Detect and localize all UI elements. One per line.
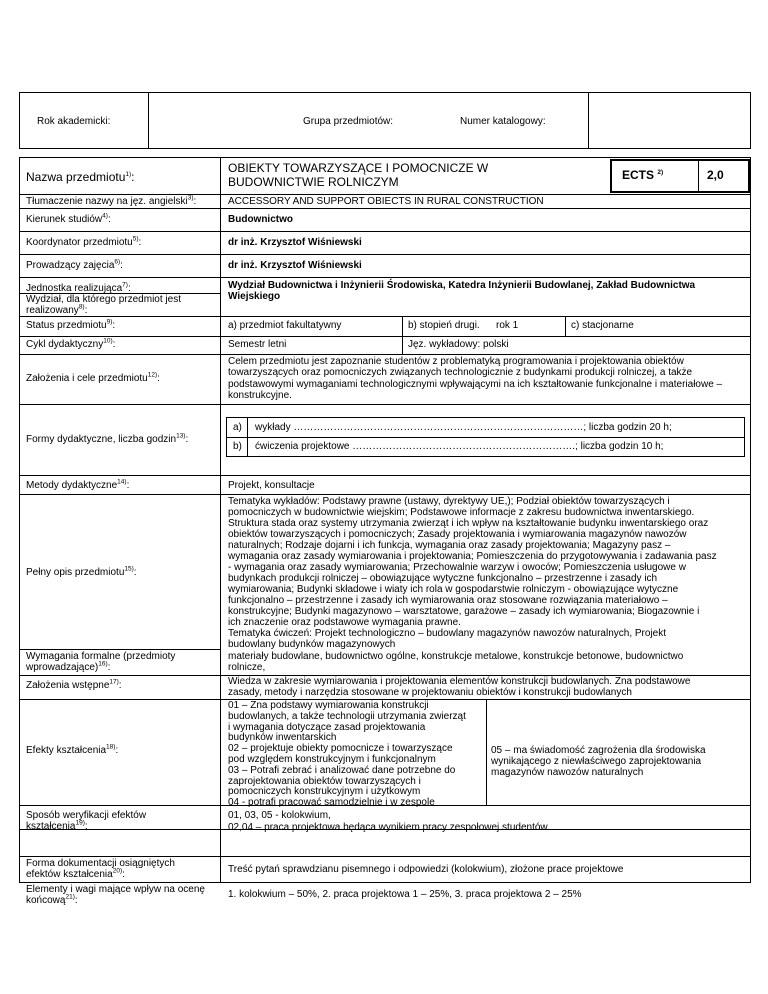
opis-lines-line: ich znaczenie oraz podstawowe wymagania prawne.	[228, 617, 461, 628]
cykl-label: Cykl dydaktyczny$^{10)}$:	[26, 337, 116, 350]
efekty-left-line: 02 – projektuje obiekty pomocnicze i towarzyszące	[228, 743, 453, 755]
zalozenia-wstepne-label: Założenia wstępne$^{17)}$:	[26, 678, 122, 691]
efekty-left-line: 04 - potrafi pracować samodzielnie i w zespole	[228, 797, 435, 809]
wymagania-label-line1: Wymagania formalne (przedmioty	[26, 651, 176, 662]
efekty-right-line: 05 – ma świadomość zagrożenia dla środowiska	[491, 745, 706, 756]
formy-label: Formy dydaktyczne, liczba godzin$^{13)}$:	[26, 432, 189, 445]
wymagania-value-line1: materiały budowlane, budownictwo ogólne, konstrukcje metalowe, konstrukcje betonowe, budownictwo	[228, 651, 684, 662]
opis-label: Pełny opis przedmiotu$^{15)}$:	[26, 565, 137, 578]
opis-lines-line: naturalnych; Rodzaje dojarni i ich funkcja, wymagania oraz zasady projektowania; Magazyny pasz –	[228, 540, 671, 551]
zalozenia-cele-label: Założenia i cele przedmiotu$^{12)}$:	[26, 371, 160, 384]
status-rodzaj: a) przedmiot fakultatywny	[228, 320, 342, 331]
opis-lines-line: wymagania oraz zasady wymiarowania i projektowania; Pomieszczenia do przygotowywania i zadawania pasz	[228, 551, 717, 562]
formy-wyklady: wykłady ……………………………………………………………………………; liczba godzin 20 h;	[255, 422, 672, 433]
opis-lines-line: budowlany budynków magazynowych	[228, 639, 396, 650]
elementy-label-line2: końcową$^{21)}$:	[26, 893, 78, 906]
nazwa-value-line1: OBIEKTY TOWARZYSZĄCE I POMOCNICZE W	[228, 161, 489, 175]
efekty-left-line: 01 – Zna podstawy wymiarowania konstrukcji	[228, 700, 429, 711]
opis-lines-line: Struktura stada oraz systemy utrzymania zwierząt i ich wpływ na kształtowanie budynku inwentarskiego oraz	[228, 518, 709, 529]
status-rok: rok 1	[496, 320, 519, 331]
wydzial-label-line2: realizowany$^{8)}$:	[26, 303, 88, 316]
opis-lines-line: Tematyka ćwiczeń: Projekt technologiczno – budowlany magazynów nawozów naturalnych, Projekt	[228, 628, 667, 639]
metody-label: Metody dydaktyczne$^{14)}$:	[26, 478, 130, 491]
header-rok-akademicki: Rok akademicki:	[37, 116, 111, 127]
tlumaczenie-label: Tłumaczenie nazwy na jęz. angielski$^{3)}$:	[26, 194, 197, 207]
elementy-label-line1: Elementy i wagi mające wpływ na ocenę	[26, 884, 205, 895]
efekty-left-line: pomocniczych konstrukcyjnym i użytkowym	[228, 786, 421, 798]
header-grupa-przedmiotow: Grupa przedmiotów:	[303, 116, 394, 127]
prowadzacy-label: Prowadzący zajęcia$^{6)}$:	[26, 258, 123, 271]
efekty-right-line: magazynów nawozów naturalnych	[491, 767, 644, 778]
wymagania-label-line2: wprowadzające)$^{16)}$:	[26, 660, 111, 673]
jezyk-wykladowy: Jęz. wykładowy: polski	[408, 339, 509, 350]
status-forma: c) stacjonarne	[571, 320, 634, 331]
forma-label-line2: efektów kształcenia$^{20)}$:	[26, 867, 125, 880]
kierunek-label: Kierunek studiów$^{4)}$:	[26, 212, 111, 225]
opis-lines-line: pomocniczych w budownictwie wiejskim; Podstawowe informacje z zakresu budownictwa inwentarskiego.	[228, 507, 695, 518]
prowadzacy-value: dr inż. Krzysztof Wiśniewski	[228, 260, 362, 271]
zalozenia-cele-value: Celem przedmiotu jest zapoznanie studentów z problematyką programowania i projektowania obiektów towarzyszących oraz pomocniczych związanych technologicznie z budynkami produkcji rolniczej, a także podstawowymi wymaganiami technologicznymi wpływającymi na ich kształtowanie funkcjonalne i materiałowe – konstrukcyjne.	[228, 356, 723, 402]
jednostka-label: Jednostka realizująca$^{7)}$:	[26, 281, 131, 294]
cykl-value: Semestr letni	[228, 339, 287, 350]
formy-a-letter: a)	[233, 422, 242, 433]
ects-value: 2,0	[707, 168, 724, 182]
opis-lines-line: budynkach produkcji rolniczej – obowiązujące wytyczne funkcjonalno – przestrzenne i zasady ich	[228, 573, 658, 584]
status-label: Status przedmiotu$^{9)}$:	[26, 318, 116, 331]
ects-label: ECTS $^{2)}$	[622, 168, 664, 182]
formy-b-letter: b)	[233, 441, 242, 452]
wydzial-label-line1: Wydział, dla którego przedmiot jest	[26, 294, 181, 305]
metody-value: Projekt, konsultacje	[228, 480, 315, 491]
status-stopien: b) stopień drugi.	[408, 320, 480, 331]
efekty-left-line: i wymagania dotyczące zasad projektowania	[228, 721, 426, 733]
efekty-left-line: 03 – Potrafi zebrać i analizować dane potrzebne do	[228, 764, 456, 776]
formy-cwiczenia: ćwiczenia projektowe ………………………………………………………….; liczba godzin 10 h;	[255, 441, 664, 452]
opis-lines-line: funkcjonalno – przestrzenne i zasady ich wymiarowania oraz stosowane rozwiązania materiałowo –	[228, 595, 668, 606]
zalozenia-wstepne-line2: zasady, metody i narzędzia stosowane w projektowaniu obiektów i konstrukcji budowlanych	[228, 687, 632, 698]
efekty-label: Efekty kształcenia$^{18)}$:	[26, 743, 119, 756]
forma-value: Treść pytań sprawdzianu pisemnego i odpowiedzi (kolokwium), złożone prace projektowe	[228, 864, 624, 875]
header-numer-katalogowy: Numer katalogowy:	[460, 116, 546, 127]
sposob-value-line2: 02,04 – praca projektowa będąca wynikiem pracy zespołowej studentów	[228, 822, 548, 833]
tlumaczenie-value: ACCESSORY AND SUPPORT OBIECTS IN RURAL CONSTRUCTION	[228, 196, 544, 207]
efekty-left-line: zaprojektowania obiektów towarzyszących i	[228, 775, 421, 787]
wymagania-value-line2: rolnicze,	[228, 662, 266, 673]
zalozenia-wstepne-line1: Wiedza w zakresie wymiarowania i projektowania elementów konstrukcji budowlanych. Zna podstawowe	[228, 676, 691, 687]
koordynator-value: dr inż. Krzysztof Wiśniewski	[228, 237, 362, 248]
efekty-left-line: budynków inwentarskich	[228, 732, 337, 744]
opis-lines-line: Tematyka wykładów: Podstawy prawne (ustawy, dyrektywy UE,); Podział obiektów towarzyszących i	[228, 496, 670, 507]
sposob-label-line2: kształcenia$^{19)}$:	[26, 819, 88, 832]
efekty-left-line: pod względem konstrukcyjnym i funkcjonalnym	[228, 754, 436, 765]
efekty-left-line: budowlanych, a także technologii utrzymania zwierząt	[228, 710, 466, 722]
opis-lines-line: - wymagania oraz zasady wymiarowania; Przechowalnie warzyw i owoców; Pomieszczenia usługowe w	[228, 562, 686, 573]
opis-lines-line: konstrukcyjne; Budynki magazynowo – warsztatowe, garażowe – zasady ich wymiarowania; Biogazownie i	[228, 606, 700, 617]
efekty-right-line: wynikającego z niewłaściwego zaprojektowania	[491, 756, 702, 767]
forma-label-line1: Forma dokumentacji osiągniętych	[26, 858, 175, 869]
kierunek-value: Budownictwo	[228, 214, 293, 225]
opis-lines-line: wymiarowania; Budynki składowe i wiaty ich rola w gospodarstwie rolniczym - obowiązujące wytyczne	[228, 584, 679, 595]
sposob-label-line1: Sposób weryfikacji efektów	[26, 810, 147, 821]
jednostka-value: Wydział Budownictwa i Inżynierii Środowiska, Katedra Inżynierii Budowlanej, Zakład Budownictwa Wiejskiego	[228, 280, 696, 303]
elementy-value: 1. kolokwium – 50%, 2. praca projektowa 1 – 25%, 3. praca projektowa 2 – 25%	[228, 889, 582, 900]
sposob-value-line1: 01, 03, 05 - kolokwium,	[228, 810, 331, 821]
nazwa-label: Nazwa przedmiotu$^{1)}$:	[26, 170, 135, 184]
koordynator-label: Koordynator przedmiotu$^{5)}$:	[26, 235, 142, 248]
nazwa-value-line2: BUDOWNICTWIE ROLNICZYM	[228, 175, 399, 189]
opis-lines-line: obiektów towarzyszących i pomocniczych; Zasady projektowania i wymiarowania magazynów nawozów	[228, 529, 687, 540]
